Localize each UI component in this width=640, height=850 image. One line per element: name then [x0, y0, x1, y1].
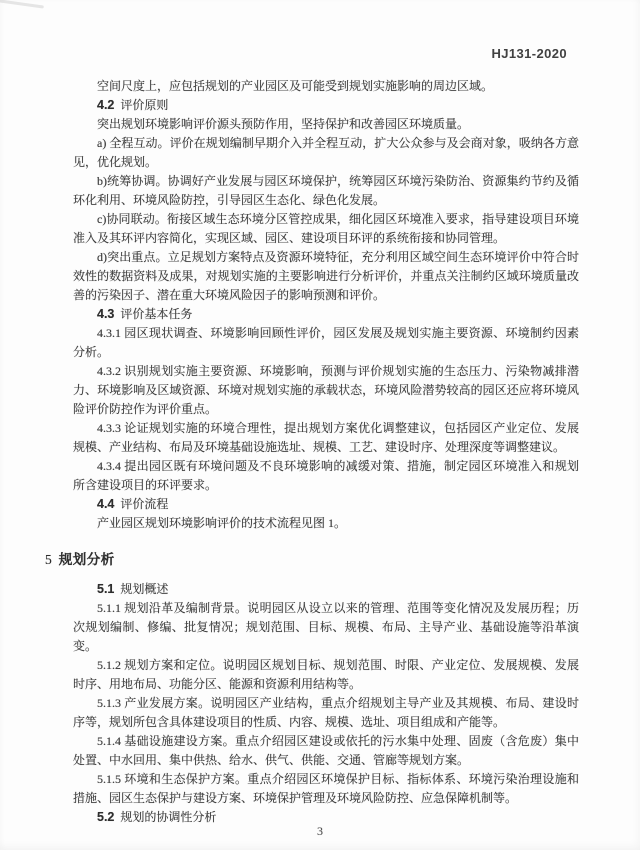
- clause-number: 4.2: [97, 98, 115, 112]
- clause-heading-5-1: [73, 580, 579, 599]
- clause-number: 5.2: [97, 810, 115, 824]
- clause-title: 评价流程: [120, 497, 169, 511]
- clause-number: 4.4: [97, 497, 115, 511]
- clause-heading-4-4: [73, 495, 579, 514]
- paragraph: 产业园区规划环境影响评价的技术流程见图 1。: [97, 516, 347, 530]
- paragraph-item-c: c)协同联动。衔接区域生态环境分区管控成果，细化园区环境准入要求，指导建设项目环境准入及其环评内容简化，实现区域、园区、建设项目环评的系统衔接和协同管理。: [73, 212, 579, 245]
- scan-artifact: [0, 0, 44, 9]
- paragraph-5-1-5: 5.1.5 环境和生态保护方案。重点介绍园区环境保护目标、指标体系、环境污染治理设施和措施、园区生态保护与建设方案、环境保护管理及环境风险防控、应急保障机制等。: [73, 772, 579, 805]
- chapter-title: 规划分析: [58, 552, 115, 567]
- paragraph: 突出规划环境影响评价源头预防作用，坚持保护和改善园区环境质量。: [97, 117, 470, 131]
- paragraph-item-a: a) 全程互动。评价在规划编制早期介入并全程互动，扩大公众参与及会商对象，吸纳各方意见，优化规划。: [73, 136, 579, 169]
- clause-heading-4-3: [73, 305, 579, 324]
- paragraph-4-3-1: 4.3.1 园区现状调查、环境影响回顾性评价，园区发展及规划实施主要资源、环境制约因素分析。: [73, 326, 579, 359]
- paragraph-4-3-3: 4.3.3 论证规划实施的环境合理性，提出规划方案优化调整建议，包括园区产业定位、发展规模、产业结构、布局及环境基础设施选址、规模、工艺、建设时序、处理深度等调整建议。: [73, 421, 579, 454]
- clause-number: 4.3: [97, 307, 115, 321]
- paragraph-5-1-2: 5.1.2 规划方案和定位。说明园区规划目标、规划范围、时限、产业定位、发展规模、发展时序、用地布局、功能分区、能源和资源利用结构等。: [73, 658, 579, 691]
- paragraph-item-d: d)突出重点。立足规划方案特点及资源环境特征，充分利用区域空间生态环境评价中符合时效性的数据资料及成果，对规划实施的主要影响进行分析评价，并重点关注制约区域环境质量改善的污染因子、潜在重大环境风险因子的影响预测和评价。: [73, 250, 579, 302]
- clause-number: 5.1: [97, 582, 115, 596]
- paragraph-4-3-2: 4.3.2 识别规划实施主要资源、环境影响，预测与评价规划实施的生态压力、污染物减排潜力、环境影响及区域资源、环境对规划实施的承载状态，环境风险潜势较高的园区还应将环境风险评价防控作为评价重点。: [73, 364, 579, 416]
- paragraph-4-3-4: 4.3.4 提出园区既有环境问题及不良环境影响的减缓对策、措施，制定园区环境准入和规划所含建设项目的环评要求。: [73, 459, 579, 492]
- paragraph-5-1-1: 5.1.1 规划沿革及编制背景。说明园区从设立以来的管理、范围等变化情况及发展历程；历次规划编制、修编、批复情况；规划范围、目标、规模、布局、主导产业、基础设施等沿革演变。: [73, 601, 579, 653]
- document-body: [45, 77, 579, 827]
- chapter-heading-5: [45, 550, 579, 570]
- paragraph-5-1-4: 5.1.4 基础设施建设方案。重点介绍园区建设或依托的污水集中处理、固废（含危废）集中处置、中水回用、集中供热、给水、供气、供能、交通、管廊等规划方案。: [73, 734, 579, 767]
- clause-title: 评价基本任务: [120, 307, 193, 321]
- clause-heading-4-2: [73, 96, 579, 115]
- clause-title: 规划的协调性分析: [120, 810, 217, 824]
- chapter-number: 5: [45, 552, 52, 567]
- clause-title: 评价原则: [120, 98, 169, 112]
- paragraph-5-1-3: 5.1.3 产业发展方案。说明园区产业结构，重点介绍规划主导产业及其规模、布局、建设时序等，规划所包含具体建设项目的性质、内容、规模、选址、项目组成和产能等。: [73, 696, 579, 729]
- standard-code: HJ131-2020: [491, 46, 567, 61]
- page-number: 3: [317, 824, 323, 838]
- paragraph-item-b: b)统筹协调。协调好产业发展与园区环境保护，统筹园区环境污染防治、资源集约节约及循环化利用、环境风险防控，引导园区生态化、绿色化发展。: [73, 174, 579, 207]
- paragraph: 空间尺度上，应包括规划的产业园区及可能受到规划实施影响的周边区域。: [97, 79, 494, 93]
- clause-title: 规划概述: [120, 582, 169, 596]
